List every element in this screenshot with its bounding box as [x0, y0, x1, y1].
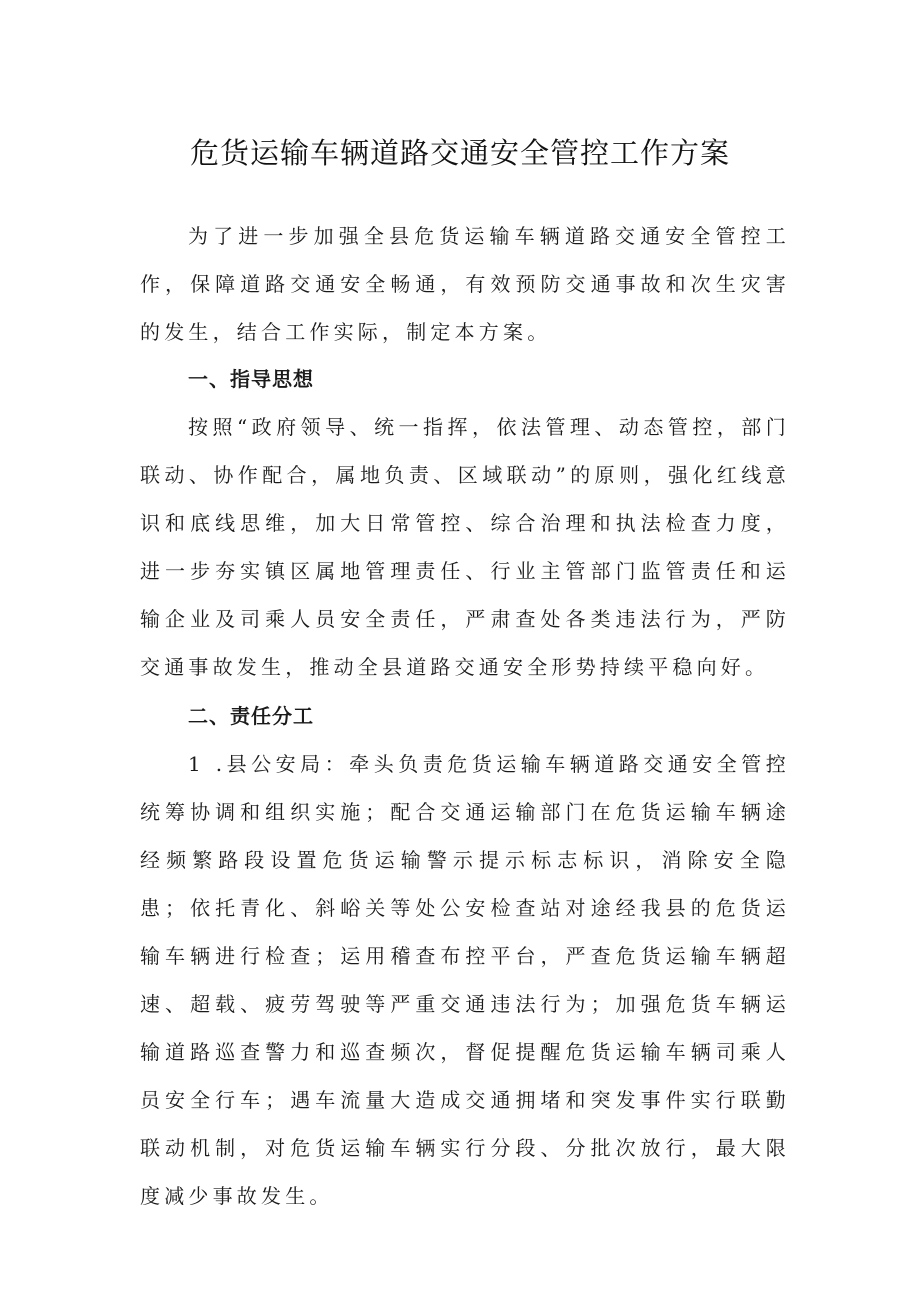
intro-paragraph: 为了进一步加强全县危货运输车辆道路交通安全管控工作，保障道路交通安全畅通，有效预防交通事故和次生灾害的发生，结合工作实际，制定本方案。	[140, 224, 790, 344]
section-heading-guiding-ideology: 一、指导思想	[188, 367, 314, 391]
document-title: 危货运输车辆道路交通安全管控工作方案	[189, 136, 730, 170]
county-police-responsibility-paragraph: 1 .县公安局：牵头负责危货运输车辆道路交通安全管控统筹协调和组织实施；配合交通运输部门在危货运输车辆途经频繁路段设置危货运输警示提示标志标识，消除安全隐患；依托青化、斜峪关等处公安检查站对途经我县的危货运输车辆进行检查；运用稽查布控平台，严查危货运输车辆超速、超载、疲劳驾驶等严重交通违法行为；加强危货车辆运输道路巡查警力和巡查频次，督促提醒危货运输车辆司乘人员安全行车；遇车流量大造成交通拥堵和突发事件实行联勤联动机制，对危货运输车辆实行分段、分批次放行，最大限度减少事故发生。	[140, 752, 790, 1208]
section-heading-responsibilities: 二、责任分工	[188, 704, 314, 728]
guiding-ideology-paragraph: 按照“政府领导、统一指挥，依法管理、动态管控，部门联动、协作配合，属地负责、区域联动”的原则，强化红线意识和底线思维，加大日常管控、综合治理和执法检查力度，进一步夯实镇区属地管理责任、行业主管部门监管责任和运输企业及司乘人员安全责任，严肃查处各类违法行为，严防交通事故发生，推动全县道路交通安全形势持续平稳向好。	[140, 415, 790, 679]
